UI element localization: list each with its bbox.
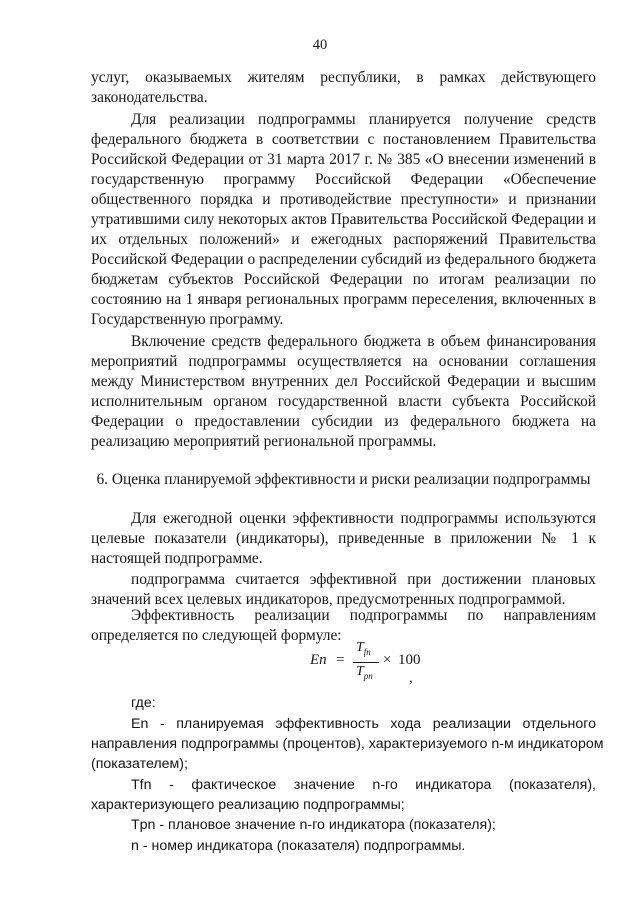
text-line: Tpn - плановое значение n-го индикатора (показателя); bbox=[131, 817, 496, 833]
text-line: Tfn - фактическое значение n-го индикатора (показателя), bbox=[131, 777, 596, 793]
text-line: утратившими силу некоторых актов Правительства Российской Федерации и bbox=[91, 211, 596, 228]
text-line: реализацию мероприятий региональной программы. bbox=[91, 433, 437, 450]
formula-numerator-sub: fn bbox=[363, 647, 371, 657]
text-line: государственную программу Российской Федерации «Обеспечение bbox=[91, 171, 596, 188]
text-line: характеризующего реализацию подпрограммы; bbox=[91, 797, 405, 813]
text-line: подпрограмма считается эффективной при достижении плановых bbox=[131, 571, 596, 588]
text-line: их отдельных положений» и ежегодных распоряжений Правительства bbox=[91, 231, 596, 248]
text-line: федерального бюджета в соответствии с постановлением Правительства bbox=[91, 131, 596, 148]
formula-denominator: $T_{pn}$ bbox=[356, 664, 373, 681]
fraction-bar bbox=[353, 662, 379, 663]
text-line: мероприятий подпрограммы осуществляется на основании соглашения bbox=[91, 353, 596, 370]
text-line: En - планируемая эффективность хода реализации отдельного bbox=[131, 716, 596, 732]
text-line: Государственную программу. bbox=[91, 311, 284, 328]
text-line: (показателем); bbox=[91, 756, 188, 772]
text-line: исполнительным органом государственной власти субъекта Российской bbox=[91, 393, 596, 410]
text-line: Для ежегодной оценки эффективности подпрограммы используются bbox=[131, 510, 596, 527]
formula-numerator: $T_{fn}$ bbox=[356, 640, 371, 657]
text-line: n - номер индикатора (показателя) подпрограммы. bbox=[131, 838, 466, 854]
text-line: Включение средств федерального бюджета в объем финансирования bbox=[131, 333, 596, 350]
text-line: Федерации о предоставлении субсидии из федерального бюджета на bbox=[91, 413, 596, 430]
formula-lhs: En bbox=[310, 652, 327, 668]
text-line: Российской Федерации о распределении субсидий из федерального бюджета bbox=[91, 251, 596, 268]
text-line: законодательства. bbox=[91, 89, 208, 106]
text-line: настоящей подпрограмме. bbox=[91, 550, 263, 567]
formula-constant: 100 bbox=[398, 652, 421, 668]
text-line: между Министерством внутренних дел Российской Федерации и высшим bbox=[91, 373, 596, 390]
formula-equals: = bbox=[336, 652, 345, 668]
text-line: состоянию на 1 января региональных программ переселения, включенных в bbox=[91, 291, 596, 308]
text-line: целевые показатели (индикаторы), приведенные в приложении № 1 к bbox=[91, 530, 596, 547]
text-line: где: bbox=[131, 695, 156, 711]
text-line: направления подпрограммы (процентов), характеризуемого n-м индикатором bbox=[91, 736, 604, 752]
page-number: 40 bbox=[312, 37, 328, 53]
formula-times: × bbox=[383, 652, 392, 668]
text-line: общественного порядка и противодействие преступности» и признании bbox=[91, 191, 596, 208]
text-line: Эффективность реализации подпрограммы по направлениям bbox=[131, 607, 596, 624]
text-line: услуг, оказываемых жителям республики, в рамках действующего bbox=[91, 69, 596, 86]
text-line: бюджетам субъектов Российской Федерации по итогам реализации по bbox=[91, 271, 596, 288]
formula-comma: , bbox=[409, 670, 413, 686]
text-line: Для реализации подпрограммы планируется получение средств bbox=[131, 111, 596, 128]
section-heading: 6. Оценка планируемой эффективности и риски реализации подпрограммы bbox=[96, 471, 591, 488]
formula-denominator-sub: pn bbox=[363, 671, 373, 681]
text-line: определяется по следующей формуле: bbox=[91, 627, 342, 644]
text-line: Российской Федерации от 31 марта 2017 г. № 385 «О внесении изменений в bbox=[91, 151, 596, 168]
text-line: значений всех целевых индикаторов, предусмотренных подпрограммой. bbox=[91, 591, 566, 608]
